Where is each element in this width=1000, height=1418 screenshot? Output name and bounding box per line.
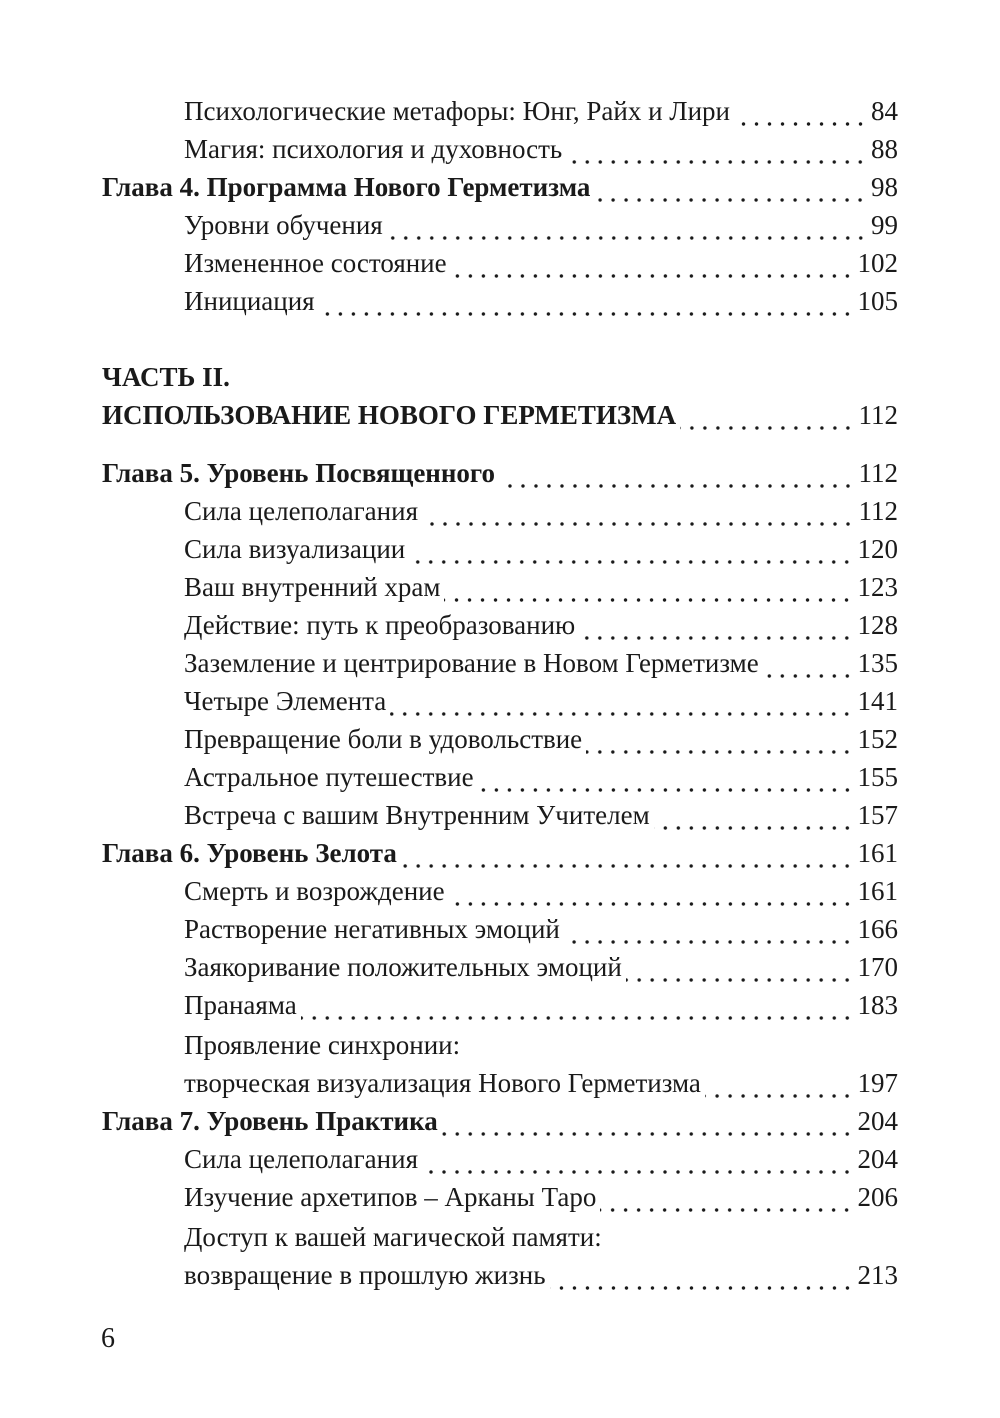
toc-section-entry — [184, 758, 898, 796]
dot-leader — [449, 872, 854, 910]
toc-section-entry — [184, 1064, 898, 1102]
dot-leader — [422, 1140, 854, 1178]
dot-leader — [600, 1178, 853, 1216]
dot-leader — [550, 1256, 854, 1294]
toc-chapter-entry — [102, 834, 898, 872]
toc-entry-title: Встреча с вашим Внутренним Учителем — [184, 800, 650, 830]
toc-page-number: 204 — [857, 1144, 898, 1174]
toc-chapter-entry — [102, 454, 898, 492]
toc-entry-title: Заземление и центрирование в Новом Герметизме — [184, 648, 759, 678]
dot-leader — [451, 244, 854, 282]
dot-leader — [705, 1064, 854, 1102]
toc-section-entry — [184, 282, 898, 320]
toc-page-number: 155 — [857, 762, 898, 792]
dot-leader — [422, 492, 855, 530]
dot-leader — [654, 796, 854, 834]
page-number: 6 — [101, 1323, 115, 1354]
toc-entry-title: Глава 6. Уровень Зелота — [102, 838, 397, 868]
toc-page-number: 112 — [858, 400, 898, 430]
dot-leader — [586, 720, 853, 758]
toc-part-line — [102, 396, 898, 434]
toc-part-line — [102, 358, 898, 396]
toc-entry-title: Четыре Элемента — [184, 686, 387, 716]
dot-leader — [409, 530, 853, 568]
toc-entry-title: возвращение в прошлую жизнь — [184, 1260, 546, 1290]
toc-page-number: 152 — [857, 724, 898, 754]
toc-entry-title: Сила визуализации — [184, 534, 406, 564]
toc-entry-title: творческая визуализация Нового Герметизма — [184, 1068, 701, 1098]
toc-section-entry — [184, 530, 898, 568]
dot-leader — [594, 168, 867, 206]
dot-leader — [442, 1102, 854, 1140]
toc-entry-title: Глава 5. Уровень Посвященного — [102, 458, 496, 488]
toc-entry-title: Сила целеполагания — [184, 496, 418, 526]
toc-section-entry — [184, 720, 898, 758]
toc-section-entry — [184, 872, 898, 910]
dot-leader — [499, 454, 854, 492]
toc-page-number: 213 — [857, 1260, 898, 1290]
toc-page-number: 84 — [871, 96, 898, 126]
toc-entry-title: ИСПОЛЬЗОВАНИЕ НОВОГО ГЕРМЕТИЗМА — [102, 400, 677, 430]
toc-page-number: 99 — [871, 210, 898, 240]
toc-entry-title: Доступ к вашей магической памяти: — [184, 1222, 602, 1252]
dot-leader — [444, 568, 853, 606]
toc-entry-title: Проявление синхронии: — [184, 1030, 461, 1060]
toc-page-number: 204 — [857, 1106, 898, 1136]
toc-page-number: 183 — [857, 990, 898, 1020]
dot-leader — [626, 948, 854, 986]
dot-leader — [579, 606, 853, 644]
toc-section-entry — [184, 1256, 898, 1294]
toc-section-entry — [184, 92, 898, 130]
dot-leader — [564, 910, 854, 948]
toc-entry-title: Инициация — [184, 286, 315, 316]
dot-leader — [734, 92, 867, 130]
dot-leader — [478, 758, 854, 796]
toc-chapter-entry — [102, 1102, 898, 1140]
toc-entry-title: Растворение негативных эмоций — [184, 914, 560, 944]
toc-entry-title: Психологические метафоры: Юнг, Райх и Лири — [184, 96, 730, 126]
dot-leader — [763, 644, 854, 682]
toc-section-entry — [184, 606, 898, 644]
toc-section-entry — [184, 206, 898, 244]
dot-leader — [387, 206, 867, 244]
toc-page-number: 123 — [857, 572, 898, 602]
toc-section-entry — [184, 682, 898, 720]
toc-page-number: 112 — [858, 458, 898, 488]
toc-page-number: 166 — [857, 914, 898, 944]
toc-page-number: 157 — [857, 800, 898, 830]
dot-leader — [390, 682, 853, 720]
toc-entry-title: Заякоривание положительных эмоций — [184, 952, 622, 982]
toc-section-entry — [184, 644, 898, 682]
toc-entry-title: Измененное состояние — [184, 248, 447, 278]
toc-page-number: 105 — [857, 286, 898, 316]
toc-entry-title: Ваш внутренний храм — [184, 572, 441, 602]
toc-page-number: 135 — [857, 648, 898, 678]
toc-page-number: 112 — [858, 496, 898, 526]
toc-chapter-entry — [102, 168, 898, 206]
dot-leader — [301, 986, 854, 1024]
toc-page-number: 141 — [857, 686, 898, 716]
toc-entry-title: Сила целеполагания — [184, 1144, 418, 1174]
toc-section-entry — [184, 1218, 898, 1256]
toc-page-number: 88 — [871, 134, 898, 164]
toc-page-number: 98 — [871, 172, 898, 202]
toc-page-number: 161 — [857, 838, 898, 868]
toc-page-number: 170 — [857, 952, 898, 982]
toc-section-entry — [184, 986, 898, 1024]
toc-section-entry — [184, 568, 898, 606]
toc-section-entry — [184, 130, 898, 168]
toc-section-entry — [184, 244, 898, 282]
toc-section-entry — [184, 1178, 898, 1216]
dot-leader — [401, 834, 854, 872]
dot-leader — [680, 396, 854, 434]
dot-leader — [319, 282, 854, 320]
toc-entry-title: ЧАСТЬ II. — [102, 362, 230, 392]
toc-entry-title: Действие: путь к преобразованию — [184, 610, 576, 640]
toc-section-entry — [184, 492, 898, 530]
toc-entry-title: Глава 7. Уровень Практика — [102, 1106, 438, 1136]
toc-entry-title: Пранаяма — [184, 990, 297, 1020]
toc-page-number: 206 — [857, 1182, 898, 1212]
toc-page-number: 102 — [857, 248, 898, 278]
toc-page-number: 161 — [857, 876, 898, 906]
toc-entry-title: Астральное путешествие — [184, 762, 474, 792]
toc-section-entry — [184, 796, 898, 834]
toc-section-entry — [184, 910, 898, 948]
toc-entry-title: Смерть и возрождение — [184, 876, 445, 906]
toc-entry-title: Глава 4. Программа Нового Герметизма — [102, 172, 591, 202]
toc-page-number: 128 — [857, 610, 898, 640]
toc-entry-title: Превращение боли в удовольствие — [184, 724, 583, 754]
toc-entry-title: Изучение архетипов – Арканы Таро — [184, 1182, 597, 1212]
toc-page-number: 197 — [857, 1068, 898, 1098]
toc-section-entry — [184, 1026, 898, 1064]
toc-section-entry — [184, 1140, 898, 1178]
toc-page-number: 120 — [857, 534, 898, 564]
toc-entry-title: Магия: психология и духовность — [184, 134, 563, 164]
toc-entry-title: Уровни обучения — [184, 210, 383, 240]
toc-section-entry — [184, 948, 898, 986]
dot-leader — [566, 130, 867, 168]
